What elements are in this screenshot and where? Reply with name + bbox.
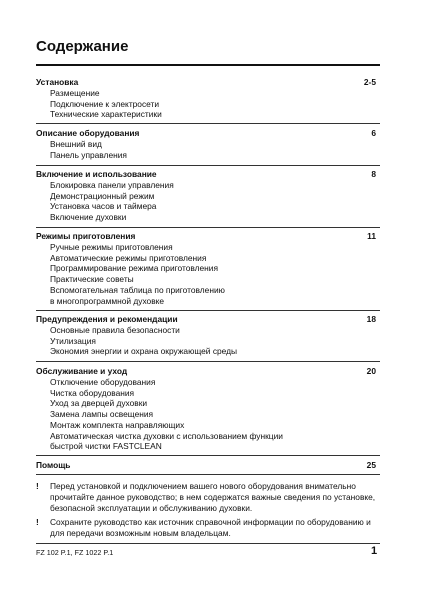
note-text: Перед установкой и подключением вашего нового оборудования внимательно прочитайте данное руководство; в нем содержатся важные сведения по установке, безопасной эксплуатации и обслуживанию духовки.	[50, 481, 376, 513]
section-item: быстрой чистки FASTCLEAN	[50, 441, 162, 452]
section-title: Описание оборудования	[36, 128, 140, 138]
section-item: Отключение оборудования	[50, 377, 156, 387]
toc-section-warnings	[36, 314, 380, 357]
section-item: Демонстрационный режим	[50, 190, 155, 201]
section-title: Установка	[36, 77, 79, 87]
section-item: в многопрограммной духовке	[50, 295, 165, 306]
section-rule	[36, 474, 380, 475]
section-pages: 8	[371, 169, 376, 179]
section-item: Монтаж комплекта направляющих	[50, 419, 185, 430]
section-item: Утилизация	[50, 335, 96, 346]
section-title: Помощь	[36, 460, 71, 470]
section-rule	[36, 165, 380, 166]
section-rule	[36, 123, 380, 124]
section-item: Подключение к электросети	[50, 98, 160, 109]
section-pages: 11	[367, 231, 376, 241]
warning-note	[36, 517, 380, 539]
section-item: Экономия энергии и охрана окружающей среды	[50, 346, 238, 357]
section-pages: 6	[371, 128, 376, 138]
section-item: Уход за дверцей духовки	[50, 398, 148, 409]
exclamation-icon: !	[36, 481, 39, 491]
section-item: Вспомогательная таблица по приготовлению	[50, 284, 225, 295]
section-rule	[36, 310, 380, 311]
section-title: Режимы приготовления	[36, 231, 136, 241]
warning-note	[36, 481, 380, 514]
section-item: Технические характеристики	[50, 109, 162, 120]
toc-section-installation	[36, 77, 380, 120]
section-pages: 25	[366, 460, 376, 470]
section-item: Автоматическая чистка духовки с использованием функции	[50, 430, 283, 441]
section-rule	[36, 455, 380, 456]
footer-rule	[36, 543, 380, 544]
exclamation-icon: !	[36, 517, 39, 527]
page-number: 1	[371, 545, 378, 557]
section-title: Предупреждения и рекомендации	[36, 314, 178, 324]
section-item: Внешний вид	[50, 139, 102, 149]
section-item: Замена лампы освещения	[50, 409, 154, 420]
section-title: Включение и использование	[36, 169, 157, 179]
section-item: Основные правила безопасности	[50, 325, 180, 335]
toc-section-usage	[36, 169, 380, 223]
toc-section-help	[36, 460, 380, 471]
section-item: Установка часов и таймера	[50, 201, 157, 212]
toc-section-maintenance	[36, 366, 380, 452]
section-item: Включение духовки	[50, 212, 127, 223]
section-item: Ручные режимы приготовления	[50, 242, 173, 252]
toc-section-description	[36, 128, 380, 160]
section-item: Блокировка панели управления	[50, 180, 174, 190]
section-title: Обслуживание и уход	[36, 366, 128, 376]
section-item: Автоматические режимы приготовления	[50, 252, 207, 263]
section-rule	[36, 227, 380, 228]
title-rule	[36, 64, 380, 66]
section-item: Размещение	[50, 88, 100, 98]
toc-section-cooking-modes	[36, 231, 380, 306]
section-item: Чистка оборудования	[50, 387, 135, 398]
model-code: FZ 102 P.1, FZ 1022 P.1	[36, 548, 114, 557]
section-item: Программирование режима приготовления	[50, 263, 219, 274]
section-item: Панель управления	[50, 149, 127, 160]
section-pages: 20	[366, 366, 376, 376]
section-item: Практические советы	[50, 274, 134, 285]
section-rule	[36, 361, 380, 362]
section-pages: 2-5	[363, 77, 376, 87]
page-title: Содержание	[36, 38, 129, 55]
note-text: Сохраните руководство как источник справочной информации по оборудованию и для передачи возможным новым владельцам.	[50, 517, 371, 538]
section-pages: 18	[366, 314, 376, 324]
